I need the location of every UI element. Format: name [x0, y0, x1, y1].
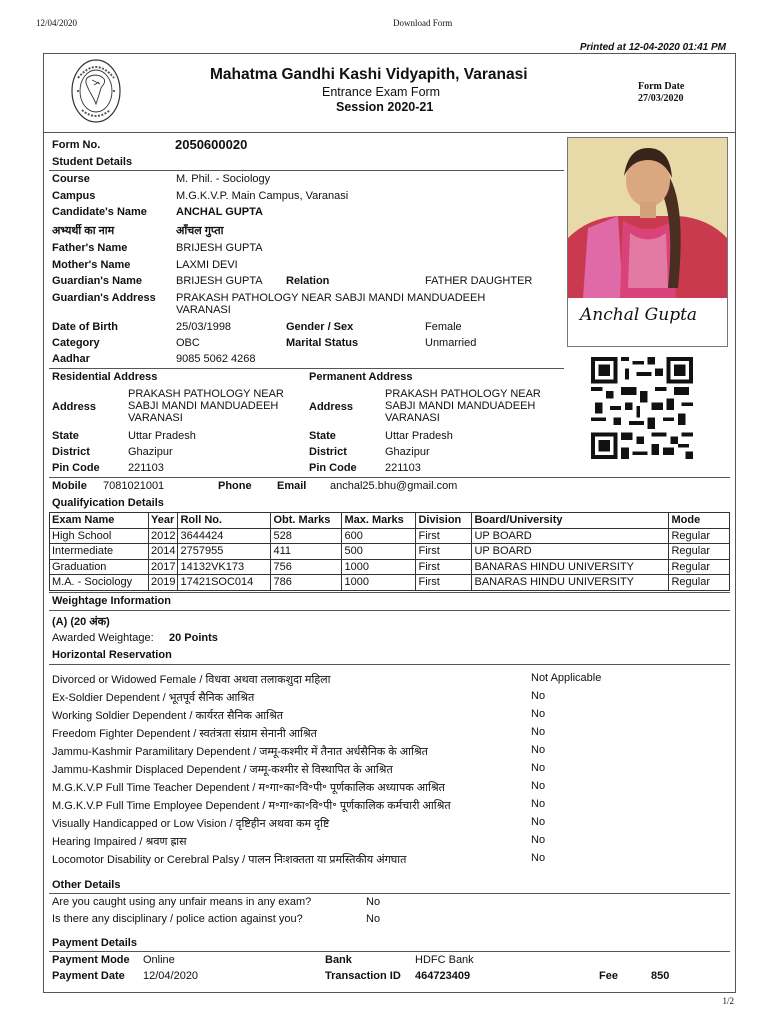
awarded-weightage-label: Awarded Weightage:: [52, 632, 154, 644]
cell: First: [416, 544, 472, 560]
residential-address-title: Residential Address: [52, 371, 158, 383]
col-mode: Mode: [669, 513, 730, 529]
reservation-value: No: [531, 780, 546, 792]
cell: UP BOARD: [472, 528, 669, 544]
list-item: [52, 744, 722, 762]
father-name-label: Father's Name: [52, 242, 128, 254]
form-no-label: Form No.: [52, 139, 101, 151]
fee-value: 850: [651, 970, 670, 982]
table-row: [50, 544, 730, 560]
res-pin-value: 221103: [128, 462, 164, 474]
reservation-value: No: [531, 690, 546, 702]
res-state-value: Uttar Pradesh: [128, 430, 196, 442]
cell: 600: [342, 528, 416, 544]
bank-label: Bank: [325, 954, 352, 966]
divider: [49, 664, 730, 665]
cell: Regular: [669, 544, 730, 560]
candidate-signature: Anchal Gupta: [580, 305, 698, 325]
cell: 14132VK173: [178, 559, 271, 575]
table-row: [50, 575, 730, 591]
list-item: [52, 816, 722, 834]
col-year: Year: [149, 513, 178, 529]
dob-label: Date of Birth: [52, 321, 118, 333]
cell: 2017: [149, 559, 178, 575]
divider: [49, 610, 730, 611]
unfair-means-question: Are you caught using any unfair means in any exam?: [52, 896, 312, 908]
mother-name-value: LAXMI DEVI: [176, 259, 238, 271]
father-name-value: BRIJESH GUPTA: [176, 242, 263, 254]
aadhar-label: Aadhar: [52, 353, 90, 365]
phone-label: Phone: [218, 480, 252, 492]
print-date: 12/04/2020: [36, 18, 78, 28]
reservation-label: M.G.K.V.P Full Time Employee Dependent / म॰गा॰का॰वि॰पी॰ पूर्णकालिक कर्मचारी आश्रित: [52, 800, 451, 812]
university-seal-icon: [70, 58, 122, 124]
guardian-address-line2: VARANASI: [176, 304, 231, 316]
res-pin-label: Pin Code: [52, 462, 100, 474]
print-title: Download Form: [393, 18, 453, 28]
candidate-photo: [568, 138, 727, 298]
marital-status-value: Unmarried: [425, 337, 477, 349]
perm-district-value: Ghazipur: [385, 446, 430, 458]
horizontal-reservation-title: Horizontal Reservation: [52, 649, 172, 661]
weightage-category: (A) (20 अंक): [52, 616, 110, 628]
unfair-means-answer: No: [366, 896, 381, 908]
cell: First: [416, 528, 472, 544]
cell: BANARAS HINDU UNIVERSITY: [472, 575, 669, 591]
divider: [49, 170, 564, 171]
guardian-address-line1: PRAKASH PATHOLOGY NEAR SABJI MANDI MANDUADEEH: [176, 292, 486, 304]
email-value: anchal25.bhu@gmail.com: [330, 480, 458, 492]
printed-at-timestamp: Printed at 12-04-2020 01:41 PM: [579, 42, 726, 53]
divider: [49, 477, 730, 478]
perm-state-label: State: [309, 430, 336, 442]
form-type: Entrance Exam Form: [322, 85, 441, 99]
cell: Regular: [669, 559, 730, 575]
form-date-value: 27/03/2020: [638, 93, 684, 104]
reservation-label: M.G.K.V.P Full Time Teacher Dependent / म॰गा॰का॰वि॰पी॰ पूर्णकालिक अध्यापक आश्रित: [52, 782, 445, 794]
cell: M.A. - Sociology: [50, 575, 149, 591]
reservation-value: No: [531, 798, 546, 810]
dob-value: 25/03/1998: [176, 321, 232, 333]
divider: [49, 951, 730, 952]
reservation-label: Working Soldier Dependent / कार्यरत सैनिक आश्रित: [52, 710, 284, 722]
reservation-value: No: [531, 852, 546, 864]
res-address-line: SABJI MANDI MANDUADEEH: [128, 400, 279, 412]
col-board: Board/University: [472, 513, 669, 529]
cell: First: [416, 559, 472, 575]
col-exam-name: Exam Name: [50, 513, 149, 529]
candidate-name-label: Candidate's Name: [52, 206, 147, 218]
aadhar-value: 9085 5062 4268: [176, 353, 256, 365]
perm-pin-value: 221103: [385, 462, 421, 474]
reservation-value: No: [531, 762, 546, 774]
list-item: [52, 780, 722, 798]
list-item: [52, 798, 722, 816]
guardian-name-value: BRIJESH GUPTA: [176, 275, 263, 287]
permanent-address-title: Permanent Address: [309, 371, 413, 383]
payment-date-value: 12/04/2020: [143, 970, 199, 982]
perm-address-line: PRAKASH PATHOLOGY NEAR: [385, 388, 541, 400]
cell: High School: [50, 528, 149, 544]
disciplinary-question: Is there any disciplinary / police action against you?: [52, 913, 303, 925]
fee-label: Fee: [599, 970, 618, 982]
reservation-label: Ex-Soldier Dependent / भूतपूर्व सैनिक आश्रित: [52, 692, 255, 704]
table-row: [50, 559, 730, 575]
reservation-value: No: [531, 708, 546, 720]
student-details-title: Student Details: [52, 156, 133, 168]
cell: BANARAS HINDU UNIVERSITY: [472, 559, 669, 575]
qr-code-icon: [588, 357, 696, 459]
relation-label: Relation: [286, 275, 330, 287]
perm-state-value: Uttar Pradesh: [385, 430, 453, 442]
candidate-name-value: ANCHAL GUPTA: [176, 206, 263, 218]
transaction-id-label: Transaction ID: [325, 970, 401, 982]
reservation-label: Jammu-Kashmir Paramilitary Dependent / जम्मू-कश्मीर में तैनात अर्धसैनिक के आश्रित: [52, 746, 428, 758]
col-roll-no: Roll No.: [178, 513, 271, 529]
cell: 756: [271, 559, 342, 575]
guardian-address-label: Guardian's Address: [52, 292, 156, 304]
awarded-weightage-value: 20 Points: [169, 632, 218, 644]
col-max-marks: Max. Marks: [342, 513, 416, 529]
cell: 528: [271, 528, 342, 544]
res-address-value: [128, 388, 284, 424]
list-item: [52, 672, 722, 690]
reservation-label: Divorced or Widowed Female / विधवा अथवा तलाकशुदा महिला: [52, 674, 331, 686]
perm-pin-label: Pin Code: [309, 462, 357, 474]
form-date-label: Form Date: [638, 81, 685, 92]
qualification-table: [49, 512, 730, 591]
guardian-name-label: Guardian's Name: [52, 275, 143, 287]
divider: [49, 592, 730, 593]
cell: Regular: [669, 528, 730, 544]
gender-label: Gender / Sex: [286, 321, 354, 333]
page-number: 1/2: [722, 996, 734, 1006]
cell: Graduation: [50, 559, 149, 575]
cell: 2019: [149, 575, 178, 591]
mobile-label: Mobile: [52, 480, 87, 492]
res-address-label: Address: [52, 401, 97, 413]
session: Session 2020-21: [336, 100, 434, 114]
cell: Regular: [669, 575, 730, 591]
list-item: [52, 852, 722, 870]
payment-mode-label: Payment Mode: [52, 954, 130, 966]
reservation-value: No: [531, 816, 546, 828]
cell: 2014: [149, 544, 178, 560]
reservation-value: No: [531, 726, 546, 738]
perm-address-value: [385, 388, 541, 424]
cell: 786: [271, 575, 342, 591]
res-district-value: Ghazipur: [128, 446, 173, 458]
weightage-title: Weightage Information: [52, 595, 171, 607]
category-value: OBC: [176, 337, 200, 349]
email-label: Email: [277, 480, 307, 492]
col-obt-marks: Obt. Marks: [271, 513, 342, 529]
cell: First: [416, 575, 472, 591]
col-division: Division: [416, 513, 472, 529]
cell: 1000: [342, 559, 416, 575]
list-item: [52, 708, 722, 726]
list-item: [52, 762, 722, 780]
bank-value: HDFC Bank: [415, 954, 474, 966]
divider: [49, 893, 730, 894]
perm-address-label: Address: [309, 401, 354, 413]
res-state-label: State: [52, 430, 79, 442]
divider: [49, 368, 564, 369]
reservation-label: Freedom Fighter Dependent / स्वतंत्रता संग्राम सेनानी आश्रित: [52, 728, 317, 740]
perm-address-line: SABJI MANDI MANDUADEEH: [385, 400, 536, 412]
campus-label: Campus: [52, 190, 96, 202]
cell: 2757955: [178, 544, 271, 560]
candidate-name-hindi-label: अभ्यर्थी का नाम: [52, 225, 115, 237]
table-row: [50, 528, 730, 544]
horizontal-reservation-list: [52, 672, 722, 870]
payment-date-label: Payment Date: [52, 970, 125, 982]
payment-details-title: Payment Details: [52, 937, 137, 949]
form-no-value: 2050600020: [175, 137, 248, 152]
marital-status-label: Marital Status: [286, 337, 359, 349]
cell: 17421SOC014: [178, 575, 271, 591]
candidate-name-hindi-value: आँचल गुप्ता: [176, 225, 224, 237]
transaction-id-value: 464723409: [415, 970, 471, 982]
perm-district-label: District: [309, 446, 347, 458]
course-value: M. Phil. - Sociology: [176, 173, 271, 185]
reservation-label: Jammu-Kashmir Displaced Dependent / जम्मू-कश्मीर से विस्थापित के आश्रित: [52, 764, 393, 776]
category-label: Category: [52, 337, 100, 349]
mobile-value: 7081021001: [103, 480, 165, 492]
gender-value: Female: [425, 321, 462, 333]
mother-name-label: Mother's Name: [52, 259, 131, 271]
list-item: [52, 834, 722, 852]
res-address-line: PRAKASH PATHOLOGY NEAR: [128, 388, 284, 400]
other-details-title: Other Details: [52, 879, 121, 891]
reservation-value: No: [531, 744, 546, 756]
perm-address-line: VARANASI: [385, 412, 440, 424]
reservation-value: Not Applicable: [531, 672, 602, 684]
header-divider: [43, 132, 736, 133]
reservation-label: Hearing Impaired / श्रवण ह्रास: [52, 836, 187, 848]
table-header-row: [50, 513, 730, 529]
qualification-title: Qualifyication Details: [52, 497, 164, 509]
cell: 500: [342, 544, 416, 560]
cell: 411: [271, 544, 342, 560]
relation-value: FATHER DAUGHTER: [425, 275, 533, 287]
cell: Intermediate: [50, 544, 149, 560]
reservation-label: Locomotor Disability or Cerebral Palsy / पालन निःशक्तता या प्रमस्तिकीय अंगघात: [52, 854, 407, 866]
cell: 3644424: [178, 528, 271, 544]
university-name: Mahatma Gandhi Kashi Vidyapith, Varanasi: [210, 66, 528, 83]
res-district-label: District: [52, 446, 90, 458]
cell: 1000: [342, 575, 416, 591]
payment-mode-value: Online: [143, 954, 175, 966]
cell: 2012: [149, 528, 178, 544]
campus-value: M.G.K.V.P. Main Campus, Varanasi: [176, 190, 349, 202]
list-item: [52, 726, 722, 744]
list-item: [52, 690, 722, 708]
reservation-label: Visually Handicapped or Low Vision / दृष्टिहीन अथवा कम दृष्टि: [52, 818, 330, 830]
reservation-value: No: [531, 834, 546, 846]
course-label: Course: [52, 173, 90, 185]
cell: UP BOARD: [472, 544, 669, 560]
res-address-line: VARANASI: [128, 412, 183, 424]
disciplinary-answer: No: [366, 913, 381, 925]
